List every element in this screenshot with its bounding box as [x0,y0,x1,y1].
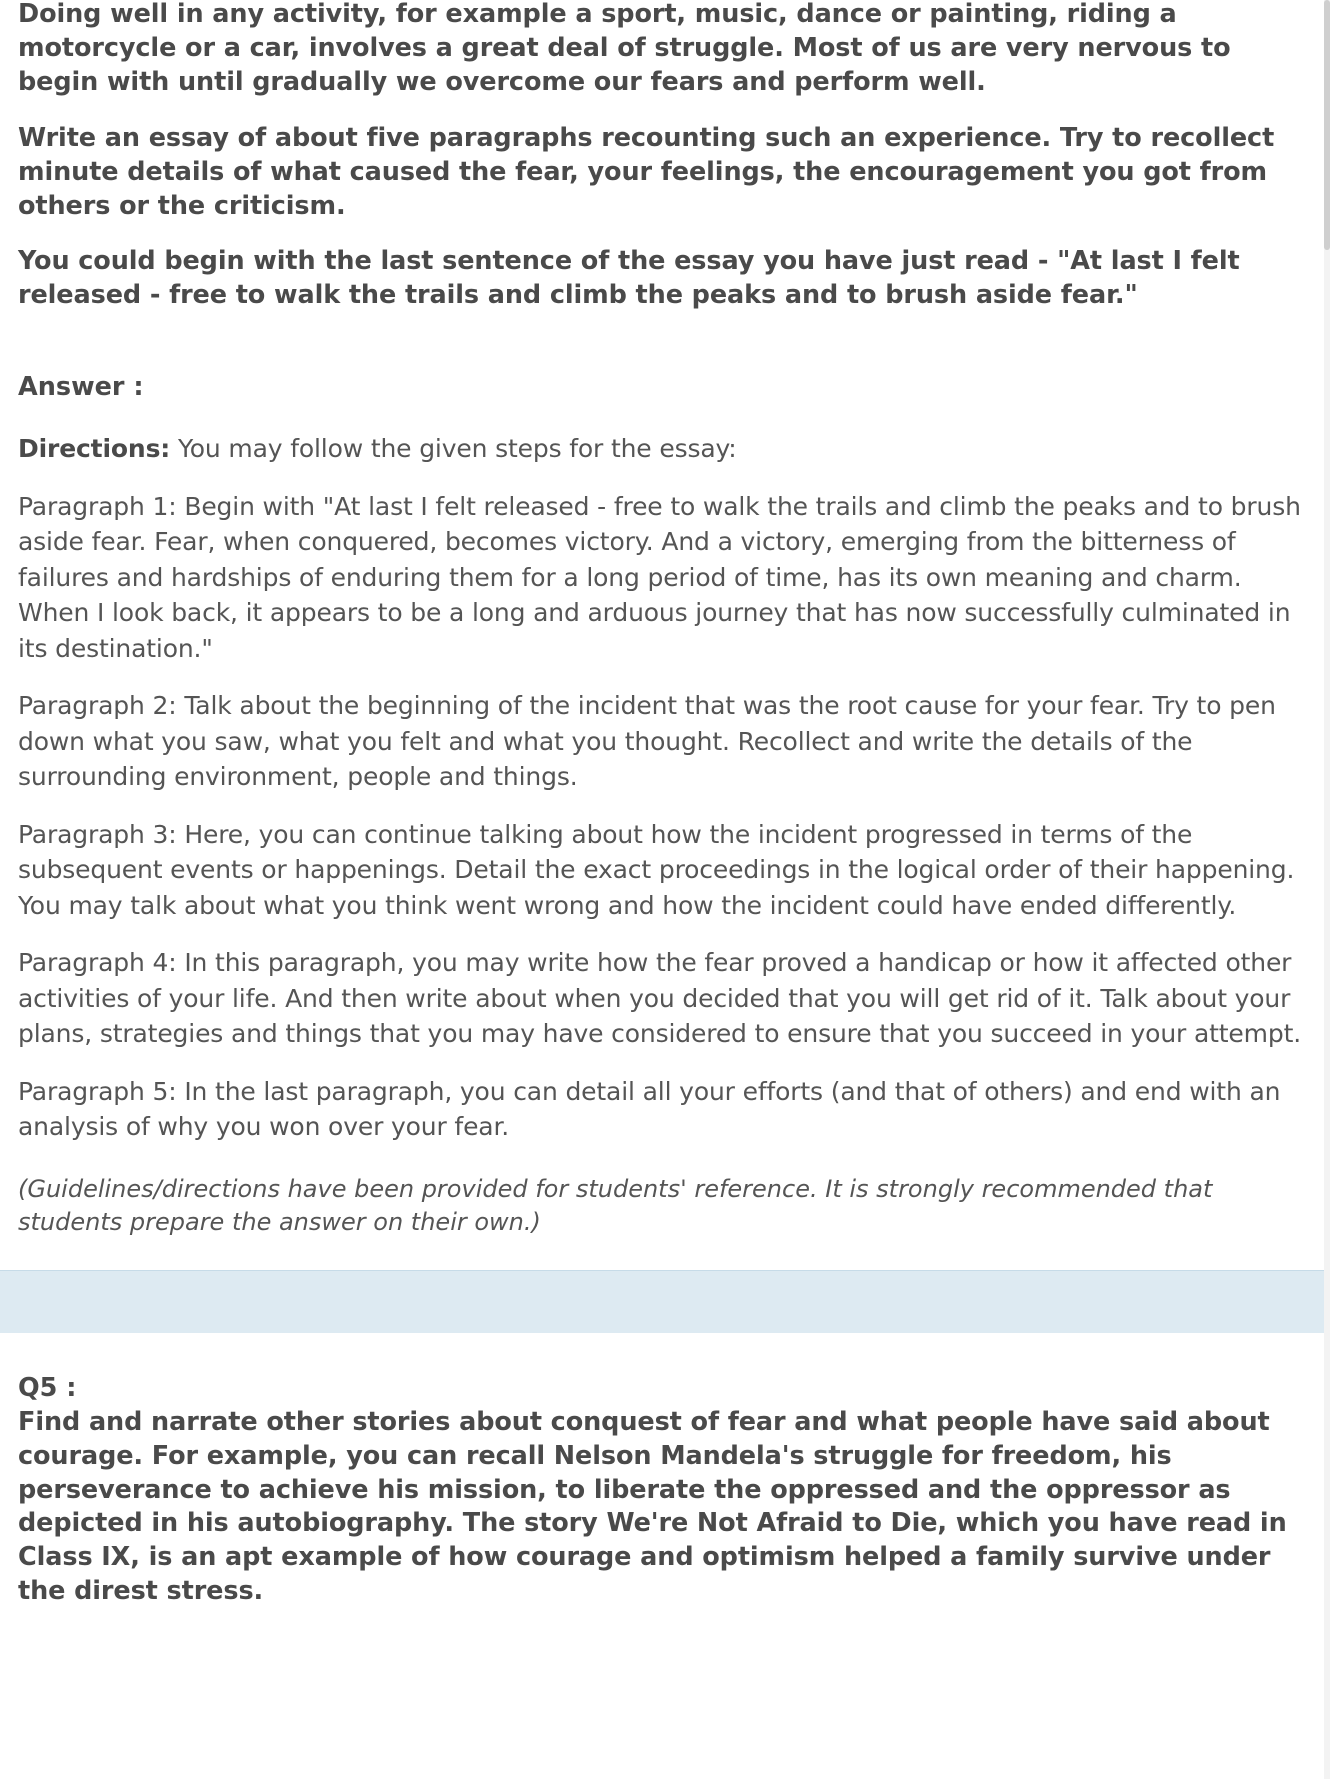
section-divider-band [0,1270,1330,1334]
guidelines-note: (Guidelines/directions have been provided for students' reference. It is strongly recommended that students prepare the answer on their own.) [18,1174,1213,1237]
answer-paragraph-3: Paragraph 3: Here, you can continue talking about how the incident progressed in terms of the subsequent events or happenings. Detail the exact proceedings in the logical order of their happening. You may talk about what you think went wrong and how the incident could have ended differently. [18,819,1295,920]
intro-paragraph-1: Doing well in any activity, for example a sport, music, dance or painting, riding a motorcycle or a car, involves a great deal of struggle. Most of us are very nervous to begin with until gradually we overcome our fears and perform well. [18,0,1231,97]
directions-line [18,431,1312,467]
intro-paragraph-2: Write an essay of about five paragraphs recounting such an experience. Try to recollect minute details of what caused the fear, your feelings, the encouragement you got from others or the criticism. [18,122,1275,221]
next-question-text: Find and narrate other stories about conquest of fear and what people have said about courage. For example, you can recall Nelson Mandela's struggle for freedom, his perseverance to achieve his mission, to liberate the oppressed and the oppressor as depicted in his autobiography. The story We're Not Afraid to Die, which you have read in Class IX, is an apt example of how courage and optimism helped a family survive under the direst stress. [18,1406,1287,1607]
question-prompt-block [18,0,1312,313]
answer-paragraph-2: Paragraph 2: Talk about the beginning of the incident that was the root cause for your fear. Try to pen down what you saw, what you felt and what you thought. Recollect and write the details of the surrounding environment, people and things. [18,691,1276,792]
directions-text: You may follow the given steps for the essay: [170,434,737,464]
scrollbar-track[interactable] [1324,0,1330,1779]
answer-paragraph-1: Paragraph 1: Begin with "At last I felt released - free to walk the trails and climb the peaks and to brush aside fear. Fear, when conquered, becomes victory. And a victory, emerging from the bitterness of failures and hardships of enduring them for a long period of time, has its own meaning and charm. When I look back, it appears to be a long and arduous journey that has now successfully culminated in its destination." [18,491,1301,663]
directions-label: Directions: [18,434,171,464]
answer-paragraph-5: Paragraph 5: In the last paragraph, you can detail all your efforts (and that of others) and end with an analysis of why you won over your fear. [18,1076,1281,1142]
next-question-label: Q5 : [18,1372,77,1403]
answer-heading: Answer : [18,372,144,403]
answer-paragraph-4: Paragraph 4: In this paragraph, you may write how the fear proved a handicap or how it affected other activities of your life. And then write about when you decided that you will get rid of it. Talk about your plans, strategies and things that you may have considered to ensure that you succeed in your attempt. [18,948,1302,1049]
scrollbar-thumb[interactable] [1324,0,1330,250]
intro-paragraph-3: You could begin with the last sentence of the essay you have just read - "At last I felt released - free to walk the trails and climb the peaks and to brush aside fear." [18,246,1240,311]
